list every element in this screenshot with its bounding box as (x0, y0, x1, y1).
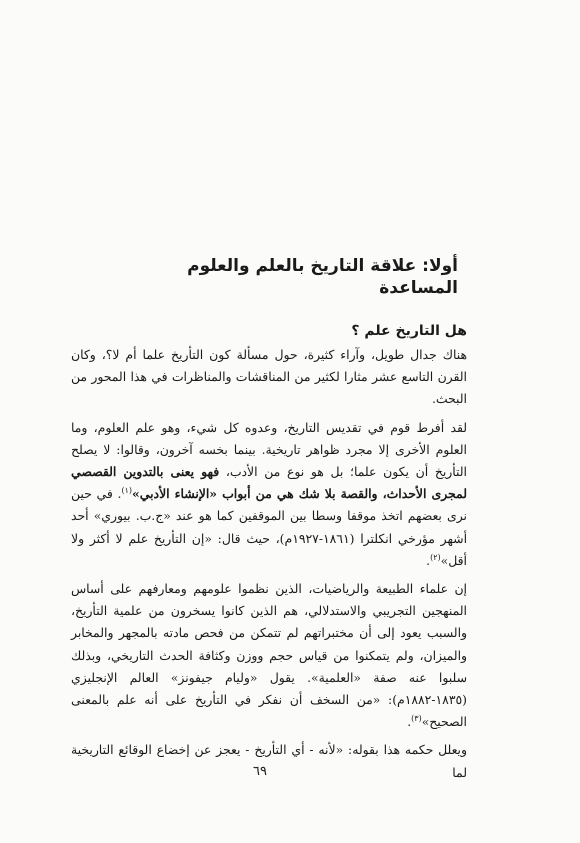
section-title: أولا: علاقة التاريخ بالعلم والعلوم المساعدة (187, 256, 458, 298)
paragraph-1 (71, 344, 467, 411)
paragraph-3-text: إن علماء الطبيعة والرياضيات، الذين نظموا علومهم ومعارفهم على أساس المنهجين التجريبي والاستدلالي، هم الذين كانوا يسخرون من علمية التأريخ، والسبب يعود إلى أن مختبراتهم لم تتمكن من فحص مادته بالمجهر والمخابر والميزان، ولم يتمكنوا من قياس حجم ووزن وكثافة الحدث التاريخي، وبذلك سلبوا عنه صفة «العلمية». يقول «وليام جيفونز» العالم الإنجليزي (١٨٣٥-١٨٨٢م): «من السخف أن نفكر في التأريخ على أنه علم بالمعنى الصحيح» (71, 581, 467, 730)
footnote-marker-1: (١) (121, 486, 133, 496)
paragraph-3-end: . (407, 714, 412, 730)
footnote-marker-2: (٢) (430, 552, 441, 562)
subheading: هل التاريخ علم ؟ (351, 323, 467, 339)
paragraph-2-text-c: . في حين نرى بعضهم اتخذ موقفا وسطا بين الموقفين كما هو عند «ج.ب. بيوري» أحد أشهر مؤرخي انكلترا (١٨٦١-١٩٢٧م)، حيث قال: «إن التأريخ علم لا أكثر ولا أقل» (71, 486, 468, 568)
page-body (71, 318, 467, 784)
paragraph-1-text: هناك جدال طويل، وآراء كثيرة، حول مسألة كون التأريخ علما أم لا؟، وكان القرن التاسع عشر مثارا لكثير من المناقشات والمناظرات في هذا المحور من البحث. (71, 347, 467, 407)
footnote-marker-3: (٣) (411, 714, 422, 724)
paragraph-2-text-a: لقد أفرط قوم في تقديس التاريخ، وعدوه كل شيء، وهو علم العلوم، وما العلوم الأخرى إلا مجرد ظواهر تاريخية. بينما بخسه آخرون، وقالوا: لا يصلح التأريخ أن يكون علما؛ بل هو نوع من الأدب، (71, 419, 467, 480)
paragraph-2-bold-text: فهو يعنى بالتدوين القصصي لمجرى الأحداث، والقصة بلا شك هي من أبواب «الإنشاء الأدبي» (71, 464, 467, 502)
page-number: ٦٩ (253, 764, 267, 779)
paragraph-2 (71, 417, 467, 572)
paragraph-4-text: ويعلل حكمه هذا بقوله: «لأنه - أي التأريخ - يعجز عن إخضاع الوقائع التاريخية لما (71, 742, 467, 780)
paragraph-3 (71, 578, 467, 733)
paragraph-2-end: . (426, 552, 431, 568)
